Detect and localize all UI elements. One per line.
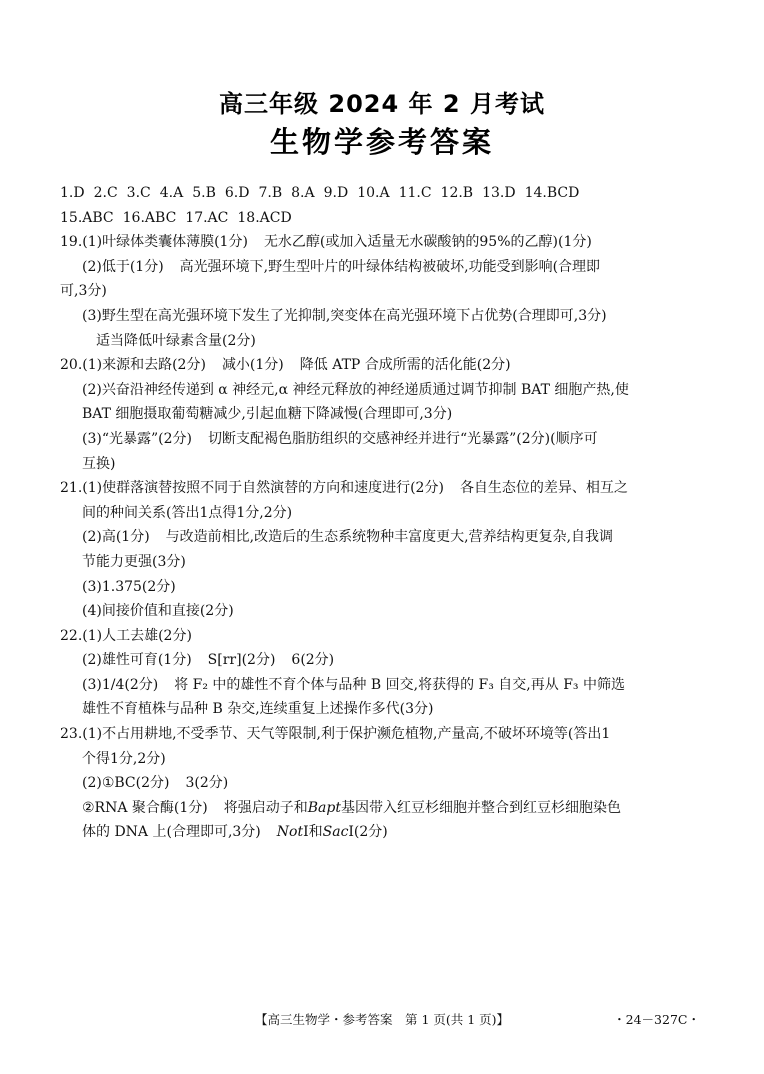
q22-line-3 — [60, 673, 710, 698]
q19-part1-answer: 19.(1)叶绿体类囊体薄膜(1分) — [60, 234, 248, 251]
q23-part2-a: (2)①BC(2分) — [82, 775, 170, 792]
q23-part2-2-a: ②RNA 聚合酶(1分) — [82, 799, 208, 816]
q23-part2-2-b2: 基因带入红豆杉细胞并整合到红豆杉细胞染色 — [340, 799, 621, 816]
gene-name-bapt: Bapt — [307, 799, 341, 816]
choice-answer: 13.D — [482, 185, 516, 201]
q23-line-4 — [60, 796, 710, 821]
choice-answer: 9.D — [323, 185, 349, 201]
choice-answer: 2.C — [93, 185, 118, 201]
footer-code: ・24－327C・ — [613, 1012, 700, 1027]
q22-part2-a: (2)雄性可育(1分) — [82, 652, 192, 669]
q19-part2-answer: (2)低于(1分) — [82, 258, 164, 275]
q20-line-5: 互换) — [82, 455, 116, 472]
choice-answer: 3.C — [126, 185, 151, 201]
q20-line-4 — [60, 427, 710, 452]
q19-part1-answer-b: 无水乙醇(或加入适量无水碳酸钠的95%的乙醇)(1分) — [263, 234, 592, 251]
choice-answer: 1.D — [60, 185, 85, 201]
q22-part3-a: (3)1/4(2分) — [82, 676, 159, 693]
q23-line-3 — [60, 771, 710, 796]
q19-line-5: 适当降低叶绿素含量(2分) — [96, 332, 256, 349]
q22-part2-c: 6(2分) — [291, 652, 335, 669]
choice-answer: 17.AC — [185, 209, 229, 226]
q22-part2-b: S[rr](2分) — [207, 652, 276, 669]
q21-line-3 — [60, 525, 710, 550]
choice-answer: 8.A — [291, 185, 315, 201]
choice-answer: 16.ABC — [122, 209, 177, 226]
enzyme-not-suffix: Ⅰ和 — [303, 824, 323, 841]
q19-line-4: (3)野生型在高光强环境下发生了光抑制,突变体在高光强环境下占优势(合理即可,3分) — [82, 307, 607, 324]
q20-line-1 — [60, 353, 710, 378]
choice-answer: 5.B — [192, 185, 216, 201]
q20-line-2: (2)兴奋沿神经传递到 α 神经元,α 神经元释放的神经递质通过调节抑制 BAT 细胞产热,使 — [82, 381, 629, 398]
q21-line-4: 节能力更强(3分) — [82, 553, 186, 570]
choice-answer: 15.ABC — [60, 209, 114, 226]
q20-line-3: BAT 细胞摄取葡萄糖减少,引起血糖下降减慢(合理即可,3分) — [82, 406, 453, 423]
q22-line-2 — [60, 648, 710, 673]
choice-answer: 18.ACD — [237, 209, 292, 226]
q20-part1-c: 降低 ATP 合成所需的活化能(2分) — [299, 357, 511, 374]
q21-part1-a: 21.(1)使群落演替按照不同于自然演替的方向和速度进行(2分) — [60, 480, 444, 497]
q23-line-1: 23.(1)不占用耕地,不受季节、天气等限制,利于保护濒危植物,产量高,不破坏环境等(答出1 — [60, 726, 611, 743]
choice-answer: 12.B — [440, 185, 474, 201]
enzyme-sac: Sac — [322, 824, 349, 841]
enzyme-sac-suffix: Ⅰ(2分) — [348, 824, 388, 841]
q20-part3-a: (3)“光暴露”(2分) — [82, 430, 192, 447]
q19-line-3: 可,3分) — [60, 283, 107, 300]
q22-line-1: 22.(1)人工去雄(2分) — [60, 627, 192, 644]
q21-line-6: (4)间接价值和直接(2分) — [82, 603, 234, 620]
q23-part2-2-b1: 将强启动子和 — [223, 799, 308, 816]
q19-part2-answer-b: 高光强环境下,野生型叶片的叶绿体结构被破坏,功能受到影响(合理即 — [179, 258, 601, 275]
choice-answer: 11.C — [398, 185, 432, 201]
choice-answer: 6.D — [224, 185, 250, 201]
q19-line-2 — [60, 255, 710, 280]
q23-part2-b: 3(2分) — [185, 775, 229, 792]
page-title: 高三年级 2024 年 2 月考试 — [219, 90, 545, 118]
q21-line-1 — [60, 476, 710, 501]
q23-part2-2-c: 体的 DNA 上(合理即可,3分) — [82, 824, 261, 841]
choice-answers-line-2 — [60, 206, 710, 231]
q21-part2-b: 与改造前相比,改造后的生态系统物种丰富度更大,营养结构更复杂,自我调 — [165, 529, 614, 546]
q19-line-1 — [60, 230, 710, 255]
choice-answer: 14.BCD — [524, 185, 580, 201]
q20-part3-b: 切断支配褐色脂肪组织的交感神经并进行“光暴露”(2分)(顺序可 — [207, 430, 598, 447]
footer-page-info: 【高三生物学・参考答案 第 1 页(共 1 页)】 — [254, 1012, 510, 1027]
choice-answer: 10.A — [357, 185, 390, 201]
q22-line-4: 雄性不育植株与品种 B 杂交,连续重复上述操作多代(3分) — [82, 701, 434, 718]
q20-part1-a: 20.(1)来源和去路(2分) — [60, 357, 206, 374]
q21-part2-a: (2)高(1分) — [82, 529, 150, 546]
q20-part1-b: 减小(1分) — [221, 357, 284, 374]
answer-content — [60, 181, 710, 845]
choice-answer: 4.A — [159, 185, 184, 201]
enzyme-not: Not — [276, 824, 304, 841]
q23-line-2: 个得1分,2分) — [82, 750, 166, 767]
choice-answer: 7.B — [258, 185, 283, 201]
q23-line-5 — [60, 820, 710, 845]
q22-part3-b: 将 F₂ 中的雄性不育个体与品种 B 回交,将获得的 F₃ 自交,再从 F₃ 中筛选 — [174, 676, 625, 693]
q21-line-2: 间的种间关系(答出1点得1分,2分) — [82, 504, 293, 521]
page-subtitle: 生物学参考答案 — [269, 125, 494, 159]
q21-line-5: (3)1.375(2分) — [82, 578, 176, 595]
choice-answers-line-1 — [60, 181, 710, 206]
q21-part1-b: 各自生态位的差异、相互之 — [459, 480, 628, 497]
